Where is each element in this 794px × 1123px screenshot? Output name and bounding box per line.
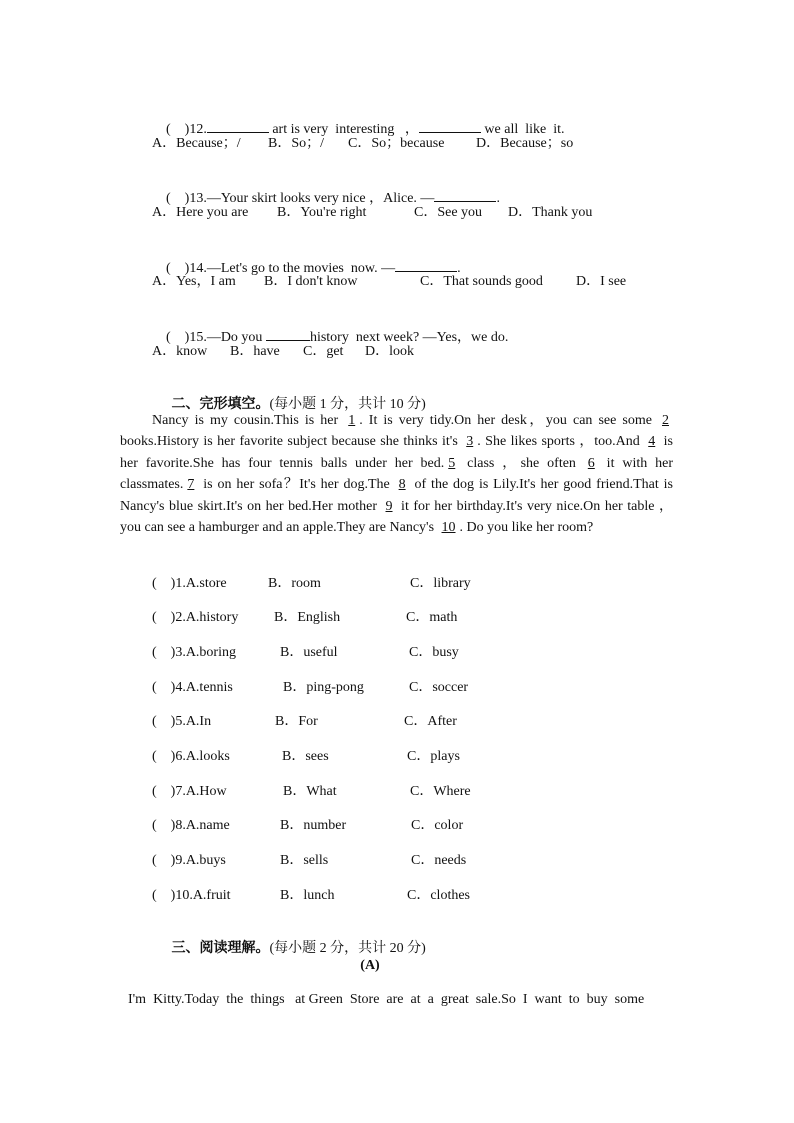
- cloze-blank: 1: [348, 413, 356, 428]
- answer-blank[interactable]: [395, 257, 457, 272]
- answer-blank[interactable]: [266, 326, 310, 341]
- cloze-blank: 6: [587, 455, 595, 471]
- option-a: ( )2.A.history: [152, 610, 239, 625]
- option-a: ( )1.A.store: [152, 576, 227, 591]
- cloze-option-row: [152, 748, 612, 766]
- passage-text: is on her sofa？It's her dog.The: [198, 477, 395, 493]
- option-c: C．Where: [410, 784, 471, 799]
- cloze-blank: 10: [441, 520, 456, 536]
- cloze-option-row: [152, 679, 612, 697]
- cloze-option-row: [152, 817, 612, 835]
- option-d: D．Because；so: [476, 136, 574, 151]
- option-a: ( )3.A.boring: [152, 645, 236, 660]
- question-text: .: [457, 261, 461, 276]
- option-c: C．soccer: [409, 680, 469, 695]
- option-a: A．Because；/: [152, 136, 241, 151]
- option-c: C．library: [410, 576, 471, 591]
- question-text: .: [496, 191, 500, 206]
- question-text: ( )13.—Your skirt looks very nice ，Alice. —: [166, 191, 435, 206]
- option-c: C．plays: [407, 749, 460, 764]
- cloze-option-row: [152, 713, 612, 731]
- passage-text: books.History is her favorite subject because she thinks it's: [120, 434, 463, 450]
- option-c: C．color: [411, 818, 464, 833]
- option-a: A．Here you are: [152, 205, 249, 220]
- section-title: 二、完形填空。: [171, 396, 270, 412]
- cloze-option-row: [152, 783, 612, 801]
- option-a: ( )7.A.How: [152, 784, 227, 799]
- question-text: ( )12.: [166, 122, 207, 137]
- section-title: 三、阅读理解。: [171, 940, 270, 956]
- option-a: A．know: [152, 344, 208, 359]
- passage-text: class ，she often: [459, 455, 584, 471]
- option-b: B．sells: [280, 853, 329, 868]
- option-b: B．useful: [280, 645, 338, 660]
- passage-text: . It is very tidy.On her desk，you can see some: [359, 413, 658, 428]
- option-a: ( )6.A.looks: [152, 749, 230, 764]
- cloze-option-row: [152, 887, 612, 905]
- cloze-blank: 5: [448, 455, 456, 471]
- option-a: ( )4.A.tennis: [152, 680, 233, 695]
- reading-part-label: (A): [360, 958, 380, 973]
- option-b: B．number: [280, 818, 347, 833]
- question-text: art is very interesting ，: [268, 122, 419, 137]
- option-a: ( )9.A.buys: [152, 853, 226, 868]
- question-text: ( )15.—Do you: [166, 330, 266, 345]
- passage-text: . She likes sports ，too.And: [477, 434, 645, 450]
- cloze-option-row: [152, 852, 612, 870]
- option-a: ( )5.A.In: [152, 714, 212, 729]
- cloze-blank: 4: [648, 434, 656, 450]
- option-d: D．Thank you: [508, 205, 593, 220]
- option-b: B．English: [274, 610, 341, 625]
- option-b: B．room: [268, 576, 321, 591]
- option-b: B．So；/: [268, 136, 325, 151]
- option-c: C．That sounds good: [420, 274, 543, 289]
- option-c: C．needs: [411, 853, 467, 868]
- cloze-option-row: [152, 609, 612, 627]
- option-b: B．lunch: [280, 888, 335, 903]
- option-b: B．You're right: [277, 205, 367, 220]
- option-c: C．get: [303, 344, 344, 359]
- option-b: B．For: [275, 714, 318, 729]
- passage-text: it for her birthday.It's very nice.On her table ，you can see a hamburger and an apple.They are Nancy's: [120, 498, 673, 536]
- passage-text: Nancy is my cousin.This is her: [152, 413, 345, 428]
- cloze-blank: 2: [662, 413, 669, 428]
- answer-blank[interactable]: [434, 187, 496, 202]
- cloze-blank: 8: [398, 477, 406, 493]
- option-d: D．look: [365, 344, 414, 359]
- question-text: ( )14.—Let's go to the movies now. —: [166, 261, 396, 276]
- cloze-blank: 9: [385, 498, 393, 514]
- passage-text: is her favorite.She has four tennis balls under her bed.: [120, 434, 674, 471]
- option-c: C．busy: [409, 645, 459, 660]
- option-a: ( )10.A.fruit: [152, 888, 231, 903]
- cloze-passage: [120, 410, 673, 538]
- cloze-blank: 7: [187, 477, 195, 493]
- cloze-option-row: [152, 644, 612, 662]
- question-text: history next week? —Yes，we do.: [309, 330, 509, 345]
- cloze-blank: 3: [466, 434, 474, 450]
- passage-text: of the dog is Lily.It's her good friend.That is Nancy's blue skirt.It's on her bed.Her mother: [120, 477, 673, 514]
- option-b: B．have: [230, 344, 280, 359]
- option-b: B．What: [283, 784, 337, 799]
- option-c: C．math: [406, 610, 458, 625]
- section-note: (每小题 1 分，共计 10 分): [269, 397, 426, 412]
- option-a: ( )8.A.name: [152, 818, 230, 833]
- answer-blank[interactable]: [419, 118, 481, 133]
- option-c: C．clothes: [407, 888, 470, 903]
- question-text: we all like it.: [480, 122, 565, 137]
- reading-passage-a: I'm Kitty.Today the things at Green Store are at a great sale.So I want to buy some: [128, 992, 645, 1007]
- option-c: C．See you: [414, 205, 483, 220]
- option-a: A．Yes，I am: [152, 274, 236, 289]
- option-b: B．ping-pong: [283, 680, 364, 695]
- option-c: C．After: [404, 714, 457, 729]
- cloze-option-row: [152, 575, 612, 593]
- option-d: D．I see: [576, 274, 627, 289]
- passage-text: it with her classmates.: [120, 455, 673, 493]
- option-c: C．So；because: [348, 136, 445, 151]
- option-b: B．sees: [282, 749, 329, 764]
- passage-text: . Do you like her room?: [459, 520, 594, 536]
- section-note: (每小题 2 分，共计 20 分): [269, 941, 426, 956]
- option-b: B．I don't know: [264, 274, 358, 289]
- answer-blank[interactable]: [207, 118, 269, 133]
